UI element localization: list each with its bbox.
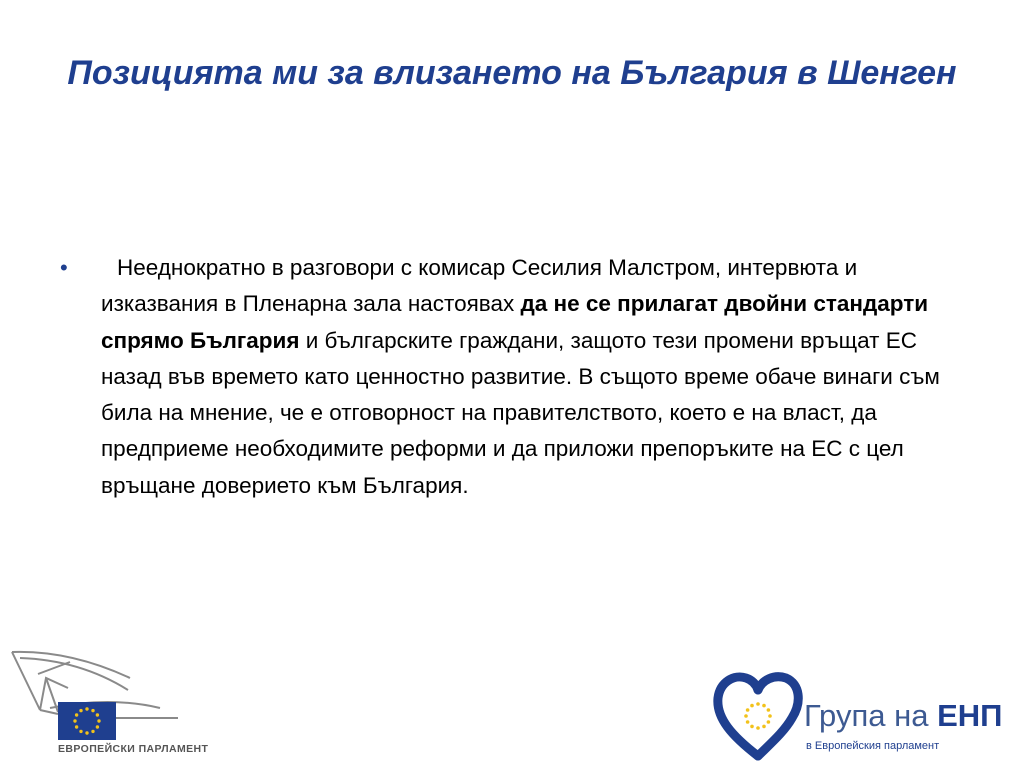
bullet-icon: • (60, 255, 68, 280)
bullet-text-after: и българските граждани, защото тези промени връщат ЕС назад във времето като ценностно развитие. В същото време обаче винаги съм била на мнение, че е отговорност на правителството, което е на власт, да предприеме необходимите реформи и да приложи препоръките на ЕС с цел връщане доверието към България. (101, 327, 940, 498)
epp-group-subtitle: в Европейския парламент (806, 740, 940, 752)
epp-group-name (804, 698, 1002, 734)
epp-group-logo (712, 668, 1012, 764)
european-parliament-logo (10, 648, 220, 760)
european-parliament-caption: ЕВРОПЕЙСКИ ПАРЛАМЕНТ (58, 743, 209, 755)
bullet-text-bold: да не се прилагат двойни стандарти спрямо България (101, 291, 929, 353)
epp-name-regular: Група на (804, 698, 938, 733)
heart-stars-icon (712, 668, 804, 764)
list-item (60, 250, 960, 504)
bullet-text-before: Нееднократно в разговори с комисар Сесилия Малстром, интервюта и изказвания в Пленарна зала настоявах (101, 255, 858, 317)
bullet-text (101, 255, 940, 498)
slide-title: Позицията ми за влизането на България в Шенген (67, 54, 957, 92)
bullet-list (60, 250, 960, 504)
epp-name-bold: ЕНП (937, 698, 1003, 733)
